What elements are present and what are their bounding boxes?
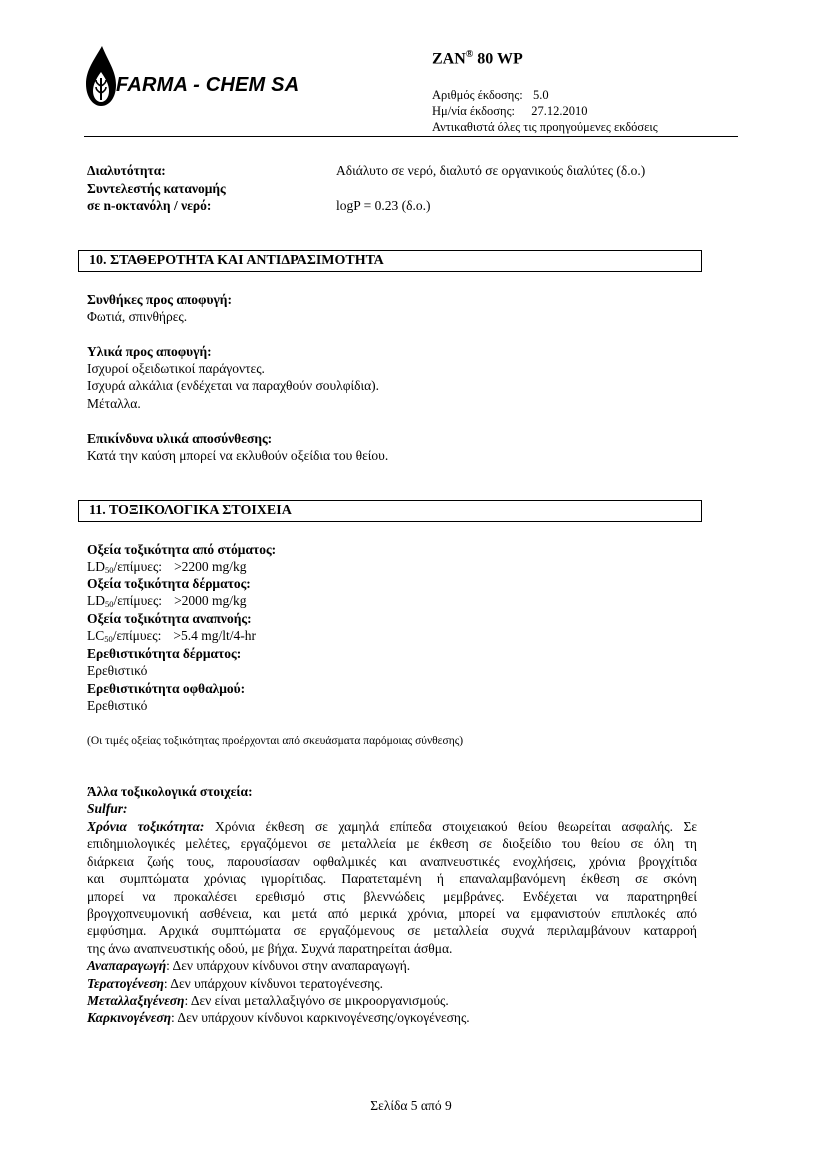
eye-irritation-label: Ερεθιστικότητα οφθαλμού: [87,681,246,696]
company-name: FARMA - CHEM SA [116,74,300,96]
mutagenesis-label: Μεταλλαξιγένεση [87,993,185,1009]
chronic-line: Χρόνια έκθεση σε χαμηλά επίπεδα στοιχειακού θείου θεωρείται ασφαλής. Σε [204,819,698,834]
chronic-toxicity-label: Χρόνια τοξικότητα: [87,819,205,834]
section-11-title: 11. ΤΟΞΙΚΟΛΟΓΙΚΑ ΣΤΟΙΧΕΙΑ [89,503,292,518]
dermal-ld-subscript: 50 [105,599,114,609]
conditions-value: Φωτιά, σπινθήρες. [87,309,188,324]
dermal-species: /επίμυες: [113,593,163,608]
date-value: 27.12.2010 [531,104,588,118]
solubility-label: Διαλυτότητα: [87,163,166,178]
inhalation-lc-subscript: 50 [104,634,113,644]
inhalation-species: /επίμυες: [112,628,162,643]
mutagenesis-line [87,992,697,1009]
teratogenesis-value: : Δεν υπάρχουν κίνδυνοι τερατογένεσης. [163,975,384,991]
product-name: ZAN [432,50,466,68]
toxicity-note: (Οι τιμές οξείας τοξικότητας προέρχονται από σκευάσματα παρόμοιας σύνθεσης) [87,735,464,747]
chronic-line: μπορεί να προκαλέσει ερεθισμό στις βλεννώδεις μεμβράνες. Ενδέχεται να παρατηρηθεί [87,888,697,904]
materials-line: Ισχυροί οξειδωτικοί παράγοντες. [87,361,265,376]
reproduction-value: : Δεν υπάρχουν κίνδυνοι στην αναπαραγωγή. [166,958,411,974]
oral-ld-subscript: 50 [105,565,114,575]
conditions-label: Συνθήκες προς αποφυγή: [87,292,232,307]
teratogenesis-line [87,975,697,992]
edition-label: Αριθμός έκδοσης: [432,88,523,102]
other-toxicology-label: Άλλα τοξικολογικά στοιχεία: [87,784,253,799]
company-logo [84,44,334,110]
flame-leaf-icon [84,44,118,108]
oral-toxicity-line [87,559,247,575]
chronic-line: και συμπτώματα χρόνιας ιγμορίτιδας. Παρατεταμένη ή επαναλαμβανόμενη έκθεση σε σκόνη [87,871,697,887]
product-suffix: 80 WP [473,50,523,68]
header-divider [84,136,738,137]
edition-value: 5.0 [533,88,549,102]
skin-irritation-label: Ερεθιστικότητα δέρματος: [87,646,242,661]
inhalation-toxicity-label: Οξεία τοξικότητα αναπνοής: [87,611,252,626]
product-title [432,49,523,68]
date-label: Ημ/νία έκδοσης: [432,104,516,118]
oral-toxicity-label: Οξεία τοξικότητα από στόματος: [87,542,277,557]
solubility-value: Αδιάλυτο σε νερό, διαλυτό σε οργανικούς διαλύτες (δ.ο.) [336,163,646,178]
dermal-ld-prefix: LD [87,593,105,608]
carcinogenesis-line [87,1009,697,1026]
chronic-line: επιδημιολογικές μελέτες, εργαζόμενοι σε μεταλλεία με έκθεση σε διοξείδιο του θείου σε όλη τη [87,836,697,852]
oral-species: /επίμυες: [113,559,163,574]
inhalation-lc-prefix: LC [87,628,105,643]
dermal-toxicity-label: Οξεία τοξικότητα δέρματος: [87,576,251,591]
partition-label-1: Συντελεστής κατανομής [87,181,226,196]
decomposition-label: Επικίνδυνα υλικά αποσύνθεσης: [87,431,273,446]
supersedes-note: Αντικαθιστά όλες τις προηγούμενες εκδόσεις [432,120,658,134]
oral-ld-prefix: LD [87,559,105,574]
materials-line: Μέταλλα. [87,396,141,411]
sulfur-label: Sulfur: [87,801,128,816]
carcinogenesis-label: Καρκινογένεση [87,1010,172,1026]
eye-irritation-value: Ερεθιστικό [87,698,148,713]
dermal-toxicity-value: >2000 mg/kg [174,593,247,608]
carcinogenesis-value: : Δεν υπάρχουν κίνδυνοι καρκινογένεσης/ογκογένεσης. [171,1010,470,1026]
page-number: Σελίδα 5 από 9 [370,1098,452,1113]
edition-line [432,87,549,103]
inhalation-toxicity-line [87,628,256,644]
section-11-header [78,500,702,522]
date-line [432,103,588,119]
chronic-line: διάρκεια ζωής τους, παρουσίασαν οφθαλμικές και αναπνευστικές ενοχλήσεις, χρόνια βρογχίτιδα [87,853,697,869]
teratogenesis-label: Τερατογένεση [87,975,164,991]
decomposition-value: Κατά την καύση μπορεί να εκλυθούν οξείδια του θείου. [87,448,389,463]
chronic-line: της άνω αναπνευστικής οδού, με βήχα. Συχνά παρατηρείται άσθμα. [87,940,453,956]
section-10-header [78,250,702,272]
mutagenesis-value: : Δεν είναι μεταλλαξιγόνο σε μικροοργανισμούς. [184,993,449,1009]
reproduction-line [87,957,697,974]
inhalation-toxicity-value: >5.4 mg/lt/4-hr [173,628,256,643]
skin-irritation-value: Ερεθιστικό [87,663,148,678]
chronic-toxicity-paragraph [87,818,697,1027]
section-10-title: 10. ΣΤΑΘΕΡΟΤΗΤΑ ΚΑΙ ΑΝΤΙΔΡΑΣΙΜΟΤΗΤΑ [89,253,384,268]
registered-mark: ® [465,49,474,60]
partition-value: logP = 0.23 (δ.ο.) [336,198,431,213]
chronic-line: βρογχοπνευμονική ασθένεια, και μετά από μερικά χρόνια, μπορεί να εμφανιστούν επιπλοκές από [87,906,697,922]
partition-label-2: σε n-οκτανόλη / νερό: [87,198,212,213]
dermal-toxicity-line [87,593,247,609]
materials-line: Ισχυρά αλκάλια (ενδέχεται να παραχθούν σουλφίδια). [87,378,380,393]
reproduction-label: Αναπαραγωγή [87,958,167,974]
oral-toxicity-value: >2200 mg/kg [174,559,247,574]
chronic-line: εμφύσημα. Αρχικά συμπτώματα σε εργαζόμενους σε μεταλλεία συχνά περιλαμβάνουν καταρροή [87,923,697,939]
materials-label: Υλικά προς αποφυγή: [87,344,212,359]
